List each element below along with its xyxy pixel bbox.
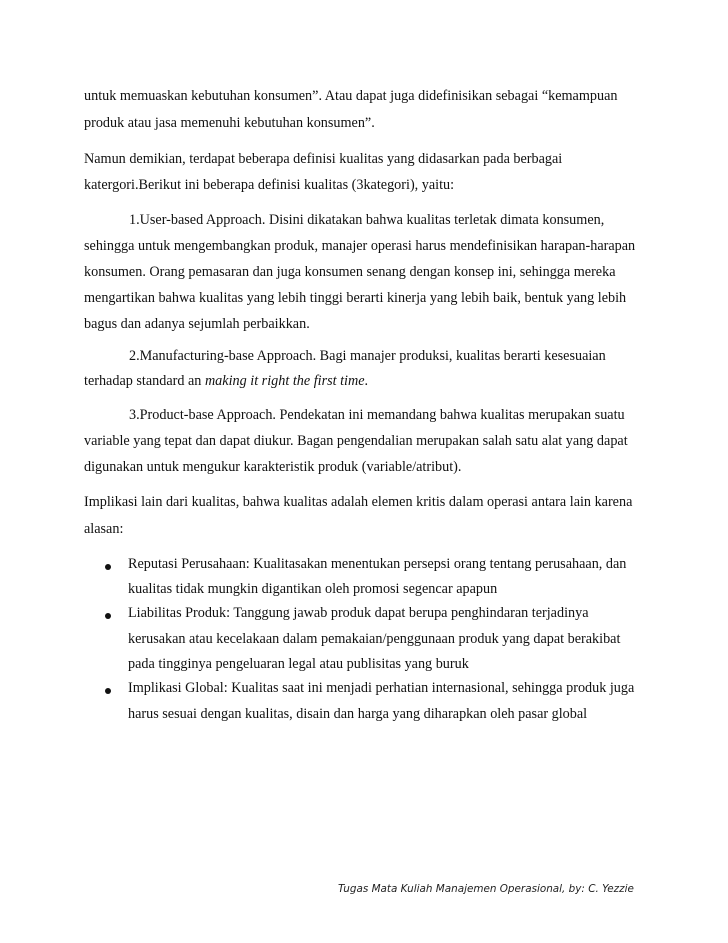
definition-line: 2.Manufacturing-base Approach. Bagi manajer produksi, kualitas berarti kesesuaian <box>129 348 606 364</box>
definition-line: variable yang tepat dan dapat diukur. Bagan pengendalian merupakan salah satu alat yang dapat <box>84 433 628 449</box>
paragraph-line: produk atau jasa memenuhi kebutuhan konsumen”. <box>84 115 375 131</box>
bullet-icon <box>105 613 111 619</box>
definition-line: sehingga untuk mengembangkan produk, manajer operasi harus mendefinisikan harapan-harapan <box>84 238 636 254</box>
paragraph-line: katergori.Berikut ini beberapa definisi kualitas (3kategori), yaitu: <box>84 177 455 193</box>
bullet-line: Reputasi Perusahaan: Kualitasakan menentukan persepsi orang tentang perusahaan, dan <box>128 556 627 572</box>
bullet-line: pada tingginya pengeluaran legal atau publisitas yang buruk <box>128 656 469 672</box>
definition-line: 1.User-based Approach. Disini dikatakan bahwa kualitas terletak dimata konsumen, <box>129 212 605 228</box>
paragraph-line: Namun demikian, terdapat beberapa definisi kualitas yang didasarkan pada berbagai <box>84 151 563 167</box>
paragraph-line: alasan: <box>84 521 124 537</box>
bullet-line: Liabilitas Produk: Tanggung jawab produk dapat berupa penghindaran terjadinya <box>128 605 589 621</box>
bullet-icon <box>105 688 111 694</box>
definition-line: 3.Product-base Approach. Pendekatan ini memandang bahwa kualitas merupakan suatu <box>129 407 625 423</box>
definition-line: digunakan untuk mengukur karakteristik produk (variable/atribut). <box>84 459 462 475</box>
paragraph-line: Implikasi lain dari kualitas, bahwa kualitas adalah elemen kritis dalam operasi antara lain karena <box>84 494 633 510</box>
page-footer: Tugas Mata Kuliah Manajemen Operasional, by: C. Yezzie <box>338 883 634 895</box>
definition-line: mengartikan bahwa kualitas yang lebih tinggi berarti kinerja yang lebih baik, bentuk yang lebih <box>84 290 627 306</box>
paragraph-line: untuk memuaskan kebutuhan konsumen”. Atau dapat juga didefinisikan sebagai “kemampuan <box>84 88 618 104</box>
definition-text: terhadap standard an <box>84 373 205 389</box>
bullet-line: kualitas tidak mungkin digantikan oleh promosi segencar apapun <box>128 581 498 597</box>
bullet-line: harus sesuai dengan kualitas, disain dan harga yang diharapkan oleh pasar global <box>128 706 588 722</box>
definition-line: konsumen. Orang pemasaran dan juga konsumen senang dengan konsep ini, sehingga mereka <box>84 264 616 280</box>
definition-text: . <box>364 373 369 389</box>
bullet-icon <box>105 564 111 570</box>
italic-phrase: making it right the first time <box>204 373 365 389</box>
definition-line <box>84 372 368 390</box>
bullet-line: kerusakan atau kecelakaan dalam pemakaian/penggunaan produk yang dapat berakibat <box>128 631 621 647</box>
definition-line: bagus dan adanya sejumlah perbaikkan. <box>84 316 310 332</box>
bullet-line: Implikasi Global: Kualitas saat ini menjadi perhatian internasional, sehingga produk juga <box>128 680 635 696</box>
